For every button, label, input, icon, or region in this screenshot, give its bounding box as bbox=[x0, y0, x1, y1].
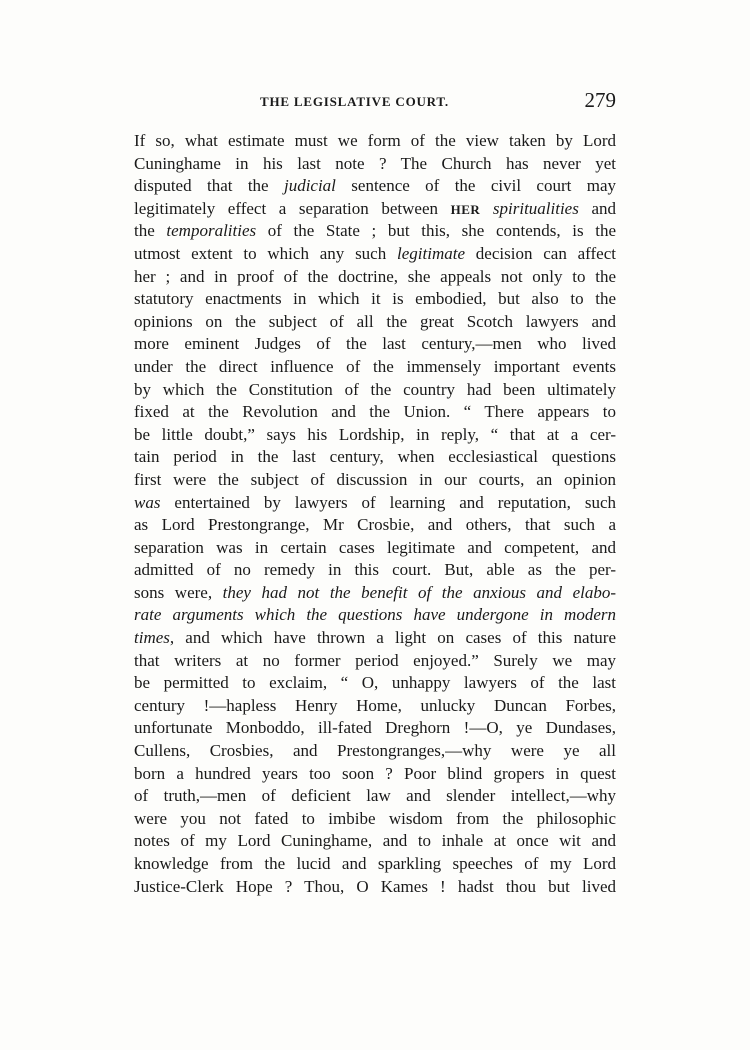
text-line bbox=[134, 717, 616, 740]
text-run: If so, what estimate must we form of the view taken by Lord bbox=[134, 131, 616, 150]
text-run: be permitted to exclaim, “ O, unhappy lawyers of the last bbox=[134, 673, 616, 693]
text-run: be little doubt,” says his Lordship, in reply, “ that at a cer- bbox=[134, 424, 616, 444]
text-line bbox=[134, 695, 616, 718]
text-line bbox=[134, 492, 616, 515]
text-line bbox=[134, 559, 616, 582]
text-line bbox=[134, 198, 616, 221]
text-line bbox=[134, 469, 616, 492]
text-run: her ; and in proof of the doctrine, she appeals not only to the bbox=[134, 266, 616, 286]
text-run: by which the Constitution of the country had been ultimately bbox=[134, 379, 616, 399]
text-line bbox=[134, 243, 616, 266]
text-run: admitted of no remedy in this court. But, able as the per- bbox=[134, 560, 616, 580]
text-line bbox=[134, 311, 616, 334]
text-line bbox=[134, 650, 616, 673]
text-run: notes of my Lord Cuninghame, and to inhale at once wit and bbox=[134, 831, 616, 851]
text-run: and bbox=[578, 198, 617, 218]
italic-text: they had not the benefit of the anxious and elabo- bbox=[222, 582, 616, 602]
text-line bbox=[134, 356, 616, 379]
text-line bbox=[134, 266, 616, 289]
text-run: sentence of the civil court may bbox=[335, 176, 616, 196]
small-caps-text: HER bbox=[450, 201, 481, 217]
text-line bbox=[134, 446, 616, 469]
text-line bbox=[134, 401, 616, 424]
text-line bbox=[134, 830, 616, 853]
text-line bbox=[134, 288, 616, 311]
text-line bbox=[134, 333, 616, 356]
italic-text: was bbox=[134, 492, 161, 512]
text-line bbox=[134, 220, 616, 243]
text-line bbox=[134, 379, 616, 402]
text-line bbox=[134, 175, 616, 198]
text-run: knowledge from the lucid and sparkling speeches of my Lord bbox=[134, 854, 616, 873]
text-run: the bbox=[134, 221, 167, 241]
text-line bbox=[134, 853, 616, 876]
text-line bbox=[134, 876, 616, 899]
text-run: more eminent Judges of the last century,—men who lived bbox=[134, 334, 616, 354]
text-line bbox=[134, 130, 616, 153]
text-run: legitimately effect a separation between bbox=[134, 198, 451, 218]
text-run: were you not fated to imbibe wisdom from the philosophic bbox=[134, 808, 616, 828]
text-run: of truth,—men of deficient law and slender intellect,—why bbox=[134, 786, 616, 806]
text-line bbox=[134, 785, 616, 808]
running-title: THE LEGISLATIVE COURT. bbox=[260, 94, 449, 109]
text-run: statutory enactments in which it is embodied, but also to the bbox=[134, 289, 616, 309]
text-run: unfortunate Monboddo, ill-fated Dreghorn !—O, ye Dundases, bbox=[134, 718, 616, 738]
text-line bbox=[134, 424, 616, 447]
italic-text: temporalities bbox=[166, 221, 257, 241]
text-run: of the State ; but this, she contends, is the bbox=[256, 221, 616, 241]
text-run: under the direct influence of the immensely important events bbox=[134, 356, 616, 376]
text-run: fixed at the Revolution and the Union. “ There appears to bbox=[134, 402, 616, 422]
text-run: disputed that the bbox=[134, 176, 284, 196]
text-line bbox=[134, 672, 616, 695]
text-line bbox=[134, 808, 616, 831]
text-line bbox=[134, 153, 616, 176]
text-run: first were the subject of discussion in our courts, an opinion bbox=[134, 469, 616, 489]
text-run: Cuninghame in his last note ? The Church has never yet bbox=[134, 153, 616, 173]
text-run: Justice-Clerk Hope ? Thou, O Kames ! hadst thou but lived bbox=[134, 876, 616, 896]
text-run: opinions on the subject of all the great Scotch lawyers and bbox=[134, 311, 616, 331]
text-run: , and which have thrown a light on cases of this nature bbox=[169, 628, 616, 648]
text-run: separation was in certain cases legitimate and competent, and bbox=[134, 537, 616, 557]
running-head bbox=[134, 86, 616, 116]
text-line bbox=[134, 740, 616, 763]
body-text bbox=[134, 130, 616, 898]
text-line bbox=[134, 604, 616, 627]
text-run: sons were, bbox=[134, 582, 223, 602]
text-line bbox=[134, 582, 616, 605]
text-run: utmost extent to which any such bbox=[134, 243, 398, 263]
italic-text: times bbox=[134, 628, 170, 648]
italic-text: rate arguments which the questions have undergone in modern bbox=[134, 605, 616, 625]
text-line bbox=[134, 763, 616, 786]
text-run: decision can affect bbox=[465, 243, 616, 263]
text-run: Cullens, Crosbies, and Prestongranges,—why were ye all bbox=[134, 741, 616, 761]
text-line bbox=[134, 537, 616, 560]
italic-text: legitimate bbox=[397, 243, 466, 263]
text-run: century !—hapless Henry Home, unlucky Duncan Forbes, bbox=[134, 695, 616, 715]
text-line bbox=[134, 514, 616, 537]
text-run: as Lord Prestongrange, Mr Crosbie, and others, that such a bbox=[134, 515, 616, 535]
text-run: that writers at no former period enjoyed.” Surely we may bbox=[134, 650, 616, 670]
italic-text: spiritualities bbox=[492, 198, 579, 218]
text-run bbox=[480, 199, 493, 218]
text-line bbox=[134, 627, 616, 650]
text-run: born a hundred years too soon ? Poor blind gropers in quest bbox=[134, 763, 616, 783]
text-run: entertained by lawyers of learning and reputation, such bbox=[160, 492, 616, 512]
page-number: 279 bbox=[584, 88, 616, 112]
italic-text: judicial bbox=[283, 176, 336, 196]
text-run: tain period in the last century, when ecclesiastical questions bbox=[134, 447, 616, 467]
